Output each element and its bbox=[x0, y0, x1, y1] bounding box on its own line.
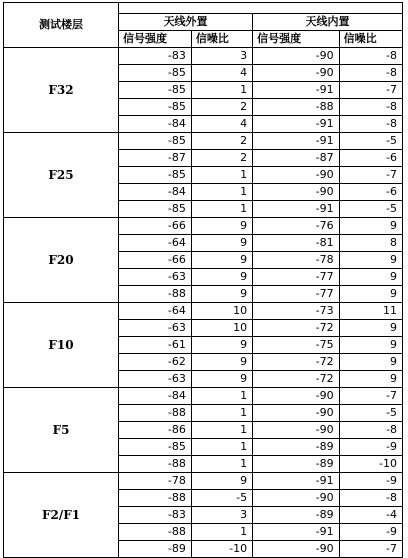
cell-outdoor-snr: 9 bbox=[191, 269, 252, 286]
cell-indoor-snr: 9 bbox=[339, 371, 402, 388]
cell-outdoor-snr: 9 bbox=[191, 473, 252, 490]
cell-outdoor-snr: 2 bbox=[191, 133, 252, 150]
cell-indoor-signal: -91 bbox=[253, 201, 340, 218]
table-row bbox=[4, 48, 403, 65]
cell-indoor-snr: -6 bbox=[339, 184, 402, 201]
cell-outdoor-snr: 9 bbox=[191, 337, 252, 354]
cell-outdoor-signal: -84 bbox=[119, 116, 192, 133]
cell-indoor-signal: -91 bbox=[253, 524, 340, 541]
cell-outdoor-snr: 9 bbox=[191, 252, 252, 269]
cell-indoor-signal: -91 bbox=[253, 473, 340, 490]
floor-label: F5 bbox=[4, 388, 119, 473]
header-outdoor-snr: 信噪比 bbox=[191, 31, 252, 48]
cell-indoor-snr: -8 bbox=[339, 422, 402, 439]
cell-indoor-snr: -5 bbox=[339, 405, 402, 422]
cell-indoor-signal: -90 bbox=[253, 490, 340, 507]
cell-indoor-snr: 9 bbox=[339, 354, 402, 371]
floor-label: F25 bbox=[4, 133, 119, 218]
cell-indoor-snr: -7 bbox=[339, 388, 402, 405]
cell-outdoor-signal: -64 bbox=[119, 235, 192, 252]
cell-indoor-signal: -90 bbox=[253, 388, 340, 405]
cell-outdoor-signal: -88 bbox=[119, 405, 192, 422]
cell-outdoor-signal: -85 bbox=[119, 439, 192, 456]
cell-indoor-signal: -89 bbox=[253, 439, 340, 456]
cell-indoor-signal: -76 bbox=[253, 218, 340, 235]
cell-outdoor-signal: -84 bbox=[119, 184, 192, 201]
cell-indoor-snr: -8 bbox=[339, 116, 402, 133]
cell-outdoor-signal: -88 bbox=[119, 490, 192, 507]
cell-outdoor-snr: 9 bbox=[191, 371, 252, 388]
cell-indoor-signal: -90 bbox=[253, 65, 340, 82]
cell-outdoor-signal: -85 bbox=[119, 133, 192, 150]
table-row bbox=[4, 133, 403, 150]
cell-outdoor-signal: -84 bbox=[119, 388, 192, 405]
cell-outdoor-snr: 1 bbox=[191, 82, 252, 99]
cell-indoor-signal: -90 bbox=[253, 184, 340, 201]
cell-indoor-signal: -89 bbox=[253, 507, 340, 524]
cell-indoor-snr: -4 bbox=[339, 507, 402, 524]
cell-indoor-snr: 9 bbox=[339, 320, 402, 337]
header-outdoor: 天线外置 bbox=[119, 14, 253, 31]
cell-indoor-signal: -77 bbox=[253, 286, 340, 303]
cell-indoor-snr: -8 bbox=[339, 65, 402, 82]
cell-outdoor-signal: -85 bbox=[119, 99, 192, 116]
cell-outdoor-snr: 9 bbox=[191, 218, 252, 235]
cell-outdoor-snr: 1 bbox=[191, 405, 252, 422]
cell-outdoor-signal: -62 bbox=[119, 354, 192, 371]
cell-outdoor-signal: -88 bbox=[119, 286, 192, 303]
cell-outdoor-snr: 1 bbox=[191, 524, 252, 541]
cell-indoor-signal: -91 bbox=[253, 82, 340, 99]
cell-indoor-snr: 9 bbox=[339, 337, 402, 354]
cell-outdoor-snr: 10 bbox=[191, 303, 252, 320]
cell-indoor-snr: -7 bbox=[339, 167, 402, 184]
cell-outdoor-snr: 9 bbox=[191, 286, 252, 303]
header-indoor-signal: 信号强度 bbox=[253, 31, 340, 48]
header-top-blank bbox=[119, 3, 403, 14]
cell-indoor-signal: -90 bbox=[253, 48, 340, 65]
cell-outdoor-signal: -63 bbox=[119, 269, 192, 286]
cell-outdoor-signal: -63 bbox=[119, 320, 192, 337]
cell-outdoor-snr: 3 bbox=[191, 507, 252, 524]
cell-outdoor-signal: -88 bbox=[119, 456, 192, 473]
table-body bbox=[4, 48, 403, 558]
cell-outdoor-snr: 1 bbox=[191, 201, 252, 218]
table-row bbox=[4, 473, 403, 490]
cell-indoor-snr: 9 bbox=[339, 218, 402, 235]
cell-indoor-snr: -8 bbox=[339, 48, 402, 65]
cell-indoor-signal: -87 bbox=[253, 150, 340, 167]
cell-indoor-signal: -75 bbox=[253, 337, 340, 354]
cell-outdoor-snr: 3 bbox=[191, 48, 252, 65]
cell-outdoor-signal: -83 bbox=[119, 507, 192, 524]
cell-indoor-snr: -9 bbox=[339, 524, 402, 541]
cell-outdoor-snr: 10 bbox=[191, 320, 252, 337]
cell-indoor-snr: -10 bbox=[339, 456, 402, 473]
cell-outdoor-signal: -89 bbox=[119, 541, 192, 558]
cell-outdoor-snr: 9 bbox=[191, 354, 252, 371]
cell-indoor-signal: -72 bbox=[253, 371, 340, 388]
cell-outdoor-signal: -78 bbox=[119, 473, 192, 490]
cell-outdoor-snr: 2 bbox=[191, 99, 252, 116]
cell-indoor-signal: -77 bbox=[253, 269, 340, 286]
cell-indoor-signal: -81 bbox=[253, 235, 340, 252]
table-row bbox=[4, 303, 403, 320]
cell-indoor-signal: -91 bbox=[253, 116, 340, 133]
cell-outdoor-signal: -87 bbox=[119, 150, 192, 167]
cell-outdoor-snr: 1 bbox=[191, 456, 252, 473]
floor-label: F2/F1 bbox=[4, 473, 119, 558]
floor-label: F20 bbox=[4, 218, 119, 303]
table-row bbox=[4, 388, 403, 405]
cell-indoor-snr: -9 bbox=[339, 439, 402, 456]
cell-indoor-signal: -90 bbox=[253, 422, 340, 439]
cell-outdoor-snr: 2 bbox=[191, 150, 252, 167]
cell-outdoor-snr: 1 bbox=[191, 439, 252, 456]
cell-outdoor-signal: -85 bbox=[119, 65, 192, 82]
cell-indoor-signal: -72 bbox=[253, 354, 340, 371]
cell-indoor-snr: -7 bbox=[339, 541, 402, 558]
floor-label: F32 bbox=[4, 48, 119, 133]
floor-label: F10 bbox=[4, 303, 119, 388]
table-container bbox=[3, 2, 403, 558]
cell-outdoor-snr: 4 bbox=[191, 116, 252, 133]
cell-outdoor-snr: 9 bbox=[191, 235, 252, 252]
cell-outdoor-snr: 1 bbox=[191, 388, 252, 405]
header-floor: 测试楼层 bbox=[4, 3, 119, 48]
cell-outdoor-snr: 1 bbox=[191, 422, 252, 439]
table-header bbox=[4, 3, 403, 48]
cell-outdoor-signal: -85 bbox=[119, 82, 192, 99]
cell-outdoor-signal: -85 bbox=[119, 201, 192, 218]
table-row bbox=[4, 218, 403, 235]
cell-outdoor-signal: -61 bbox=[119, 337, 192, 354]
cell-outdoor-snr: 1 bbox=[191, 184, 252, 201]
cell-outdoor-snr: -5 bbox=[191, 490, 252, 507]
cell-indoor-snr: 11 bbox=[339, 303, 402, 320]
cell-outdoor-snr: 4 bbox=[191, 65, 252, 82]
cell-outdoor-snr: -10 bbox=[191, 541, 252, 558]
cell-indoor-snr: 9 bbox=[339, 269, 402, 286]
cell-indoor-snr: -8 bbox=[339, 490, 402, 507]
cell-outdoor-signal: -88 bbox=[119, 524, 192, 541]
cell-indoor-signal: -90 bbox=[253, 405, 340, 422]
cell-indoor-snr: -7 bbox=[339, 82, 402, 99]
cell-indoor-snr: -6 bbox=[339, 150, 402, 167]
header-indoor-snr: 信噪比 bbox=[339, 31, 402, 48]
cell-indoor-snr: -9 bbox=[339, 473, 402, 490]
cell-indoor-snr: -5 bbox=[339, 201, 402, 218]
header-indoor: 天线内置 bbox=[253, 14, 403, 31]
cell-outdoor-signal: -85 bbox=[119, 167, 192, 184]
cell-outdoor-signal: -64 bbox=[119, 303, 192, 320]
cell-indoor-snr: -5 bbox=[339, 133, 402, 150]
cell-outdoor-signal: -66 bbox=[119, 218, 192, 235]
cell-indoor-signal: -88 bbox=[253, 99, 340, 116]
cell-indoor-signal: -72 bbox=[253, 320, 340, 337]
cell-indoor-snr: 9 bbox=[339, 286, 402, 303]
cell-indoor-snr: 9 bbox=[339, 252, 402, 269]
cell-indoor-signal: -91 bbox=[253, 133, 340, 150]
header-outdoor-signal: 信号强度 bbox=[119, 31, 192, 48]
cell-indoor-signal: -73 bbox=[253, 303, 340, 320]
cell-indoor-snr: 8 bbox=[339, 235, 402, 252]
cell-outdoor-signal: -66 bbox=[119, 252, 192, 269]
cell-outdoor-signal: -83 bbox=[119, 48, 192, 65]
cell-outdoor-signal: -86 bbox=[119, 422, 192, 439]
cell-outdoor-signal: -63 bbox=[119, 371, 192, 388]
cell-indoor-signal: -89 bbox=[253, 456, 340, 473]
cell-indoor-signal: -78 bbox=[253, 252, 340, 269]
cell-indoor-signal: -90 bbox=[253, 167, 340, 184]
cell-indoor-signal: -90 bbox=[253, 541, 340, 558]
cell-outdoor-snr: 1 bbox=[191, 167, 252, 184]
header-row-blank bbox=[4, 3, 403, 14]
signal-test-table bbox=[3, 2, 403, 558]
cell-indoor-snr: -8 bbox=[339, 99, 402, 116]
